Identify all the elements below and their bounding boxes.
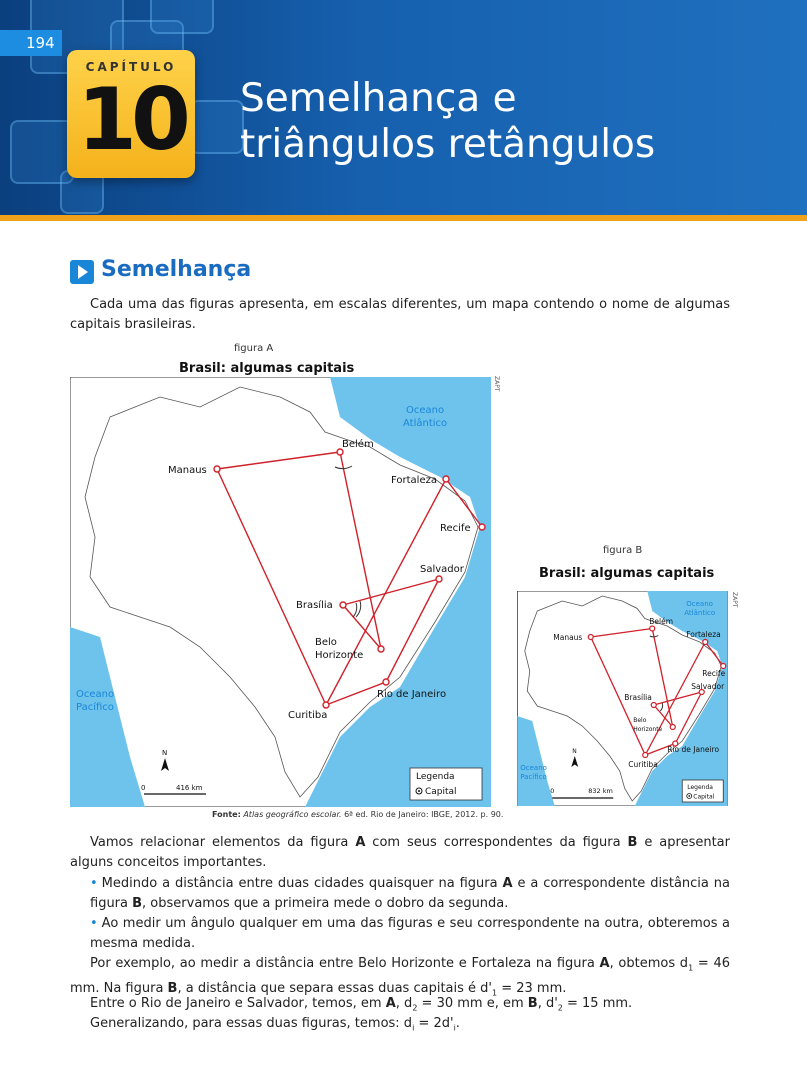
body-paragraph-4: Generalizando, para essas duas figuras, temos: $d_i = 2d'_i$. [90,1016,460,1033]
atlantic-label-1: Oceano [406,405,445,416]
city-label-b-fortaleza: Fortaleza [686,630,721,639]
figure-b-caption: figura B [603,545,643,556]
legend-title: Legenda [416,772,455,782]
atlantic-label-2: Atlântico [403,418,448,429]
city-label-b-bh-1: Belo [633,717,647,724]
legend-title-b: Legenda [687,784,713,791]
city-label-b-manaus: Manaus [553,633,583,642]
pacific-label-1: Oceano [76,689,115,700]
city-label-b-brasilia: Brasília [624,693,652,702]
source-rest: 6ª ed. Rio de Janeiro: IBGE, 2012. p. 90. [341,810,504,819]
north-label-b: N [572,748,577,755]
pacific-label-b-2: Pacífico [520,773,547,781]
city-label-brasilia: Brasília [296,600,333,611]
figure-a-caption: figura A [234,343,274,354]
city-label-curitiba: Curitiba [288,710,328,721]
bullet-item-1: • Medindo a distância entre duas cidades quaisquer na figura A e a correspondente distância na figura B, observamos que a primeira mede o dobro da segunda. [90,876,730,911]
chapter-badge [67,50,195,178]
scale-zero-b: 0 [550,787,555,795]
city-label-b-belem: Belém [649,617,674,626]
figure-b-title: Brasil: algumas capitais [539,566,715,581]
page-number: 194 [0,30,62,56]
map-b [517,591,728,806]
city-label-b-rio: Rio de Janeiro [667,745,720,754]
city-label-fortaleza: Fortaleza [391,475,437,486]
city-label-manaus: Manaus [168,465,207,476]
body-paragraph-2: Por exemplo, ao medir a distância entre Belo Horizonte e Fortaleza na figura A, obtemos $d_1 = 46$ mm. Na figura B, a distância que separa essas duas capitais é $d'_1 = 23$ mm. [70,956,730,998]
intro-paragraph: Cada uma das figuras apresenta, em escalas diferentes, um mapa contendo o nome de algumas capitais brasileiras. [70,297,730,332]
city-label-b-recife: Recife [702,669,726,678]
chapter-title-line2: triângulos retângulos [240,122,656,167]
city-label-recife: Recife [440,523,471,534]
source-label: Fonte: [212,810,241,819]
chapter-title [240,76,800,168]
bullet-item-2: • Ao medir um ângulo qualquer em uma das figuras e seu correspondente na outra, obteremos a mesma medida. [90,916,730,951]
header-stripe [0,215,807,221]
figure-a-title: Brasil: algumas capitais [179,361,355,376]
source-title: Atlas geográfico escolar. [243,810,342,819]
decor-square [150,0,214,34]
city-label-b-salvador: Salvador [691,682,725,691]
chapter-number: 10 [77,70,185,170]
city-label-bh-1: Belo [315,637,337,648]
legend-item-b: Capital [693,793,715,801]
scale-value-b: 832 km [588,787,613,795]
north-label: N [162,749,168,757]
figure-a-credit: ZAPT [493,376,500,392]
section-play-icon [70,260,94,284]
city-label-belem: Belém [342,439,374,450]
pacific-label-b-1: Oceano [520,764,547,772]
section-title: Semelhança [101,257,252,282]
figure-source [212,810,503,819]
atlantic-label-b-1: Oceano [686,600,713,608]
figure-b-credit: ZAPT [731,592,738,608]
legend-item: Capital [425,787,457,797]
body-paragraph-1: Vamos relacionar elementos da figura A com seus correspondentes da figura B e apresentar alguns conceitos importantes. [70,835,730,870]
body-paragraph-3: Entre o Rio de Janeiro e Salvador, temos, em A, $d_2 = 30$ mm e, em B, $d'_2 = 15$ mm. [90,996,633,1013]
chapter-title-line1: Semelhança e [240,76,517,121]
chapter-label: CAPÍTULO [85,60,177,74]
city-label-b-bh-2: Horizonte [633,726,663,733]
city-label-b-curitiba: Curitiba [628,760,658,769]
city-label-rio: Rio de Janeiro [377,689,447,700]
scale-value: 416 km [176,784,203,792]
atlantic-label-b-2: Atlântico [684,609,716,617]
city-label-salvador: Salvador [420,564,464,575]
map-a [70,377,491,807]
city-label-bh-2: Horizonte [315,650,364,661]
decor-square [190,100,244,154]
scale-zero: 0 [141,784,146,792]
pacific-label-2: Pacífico [76,702,114,713]
